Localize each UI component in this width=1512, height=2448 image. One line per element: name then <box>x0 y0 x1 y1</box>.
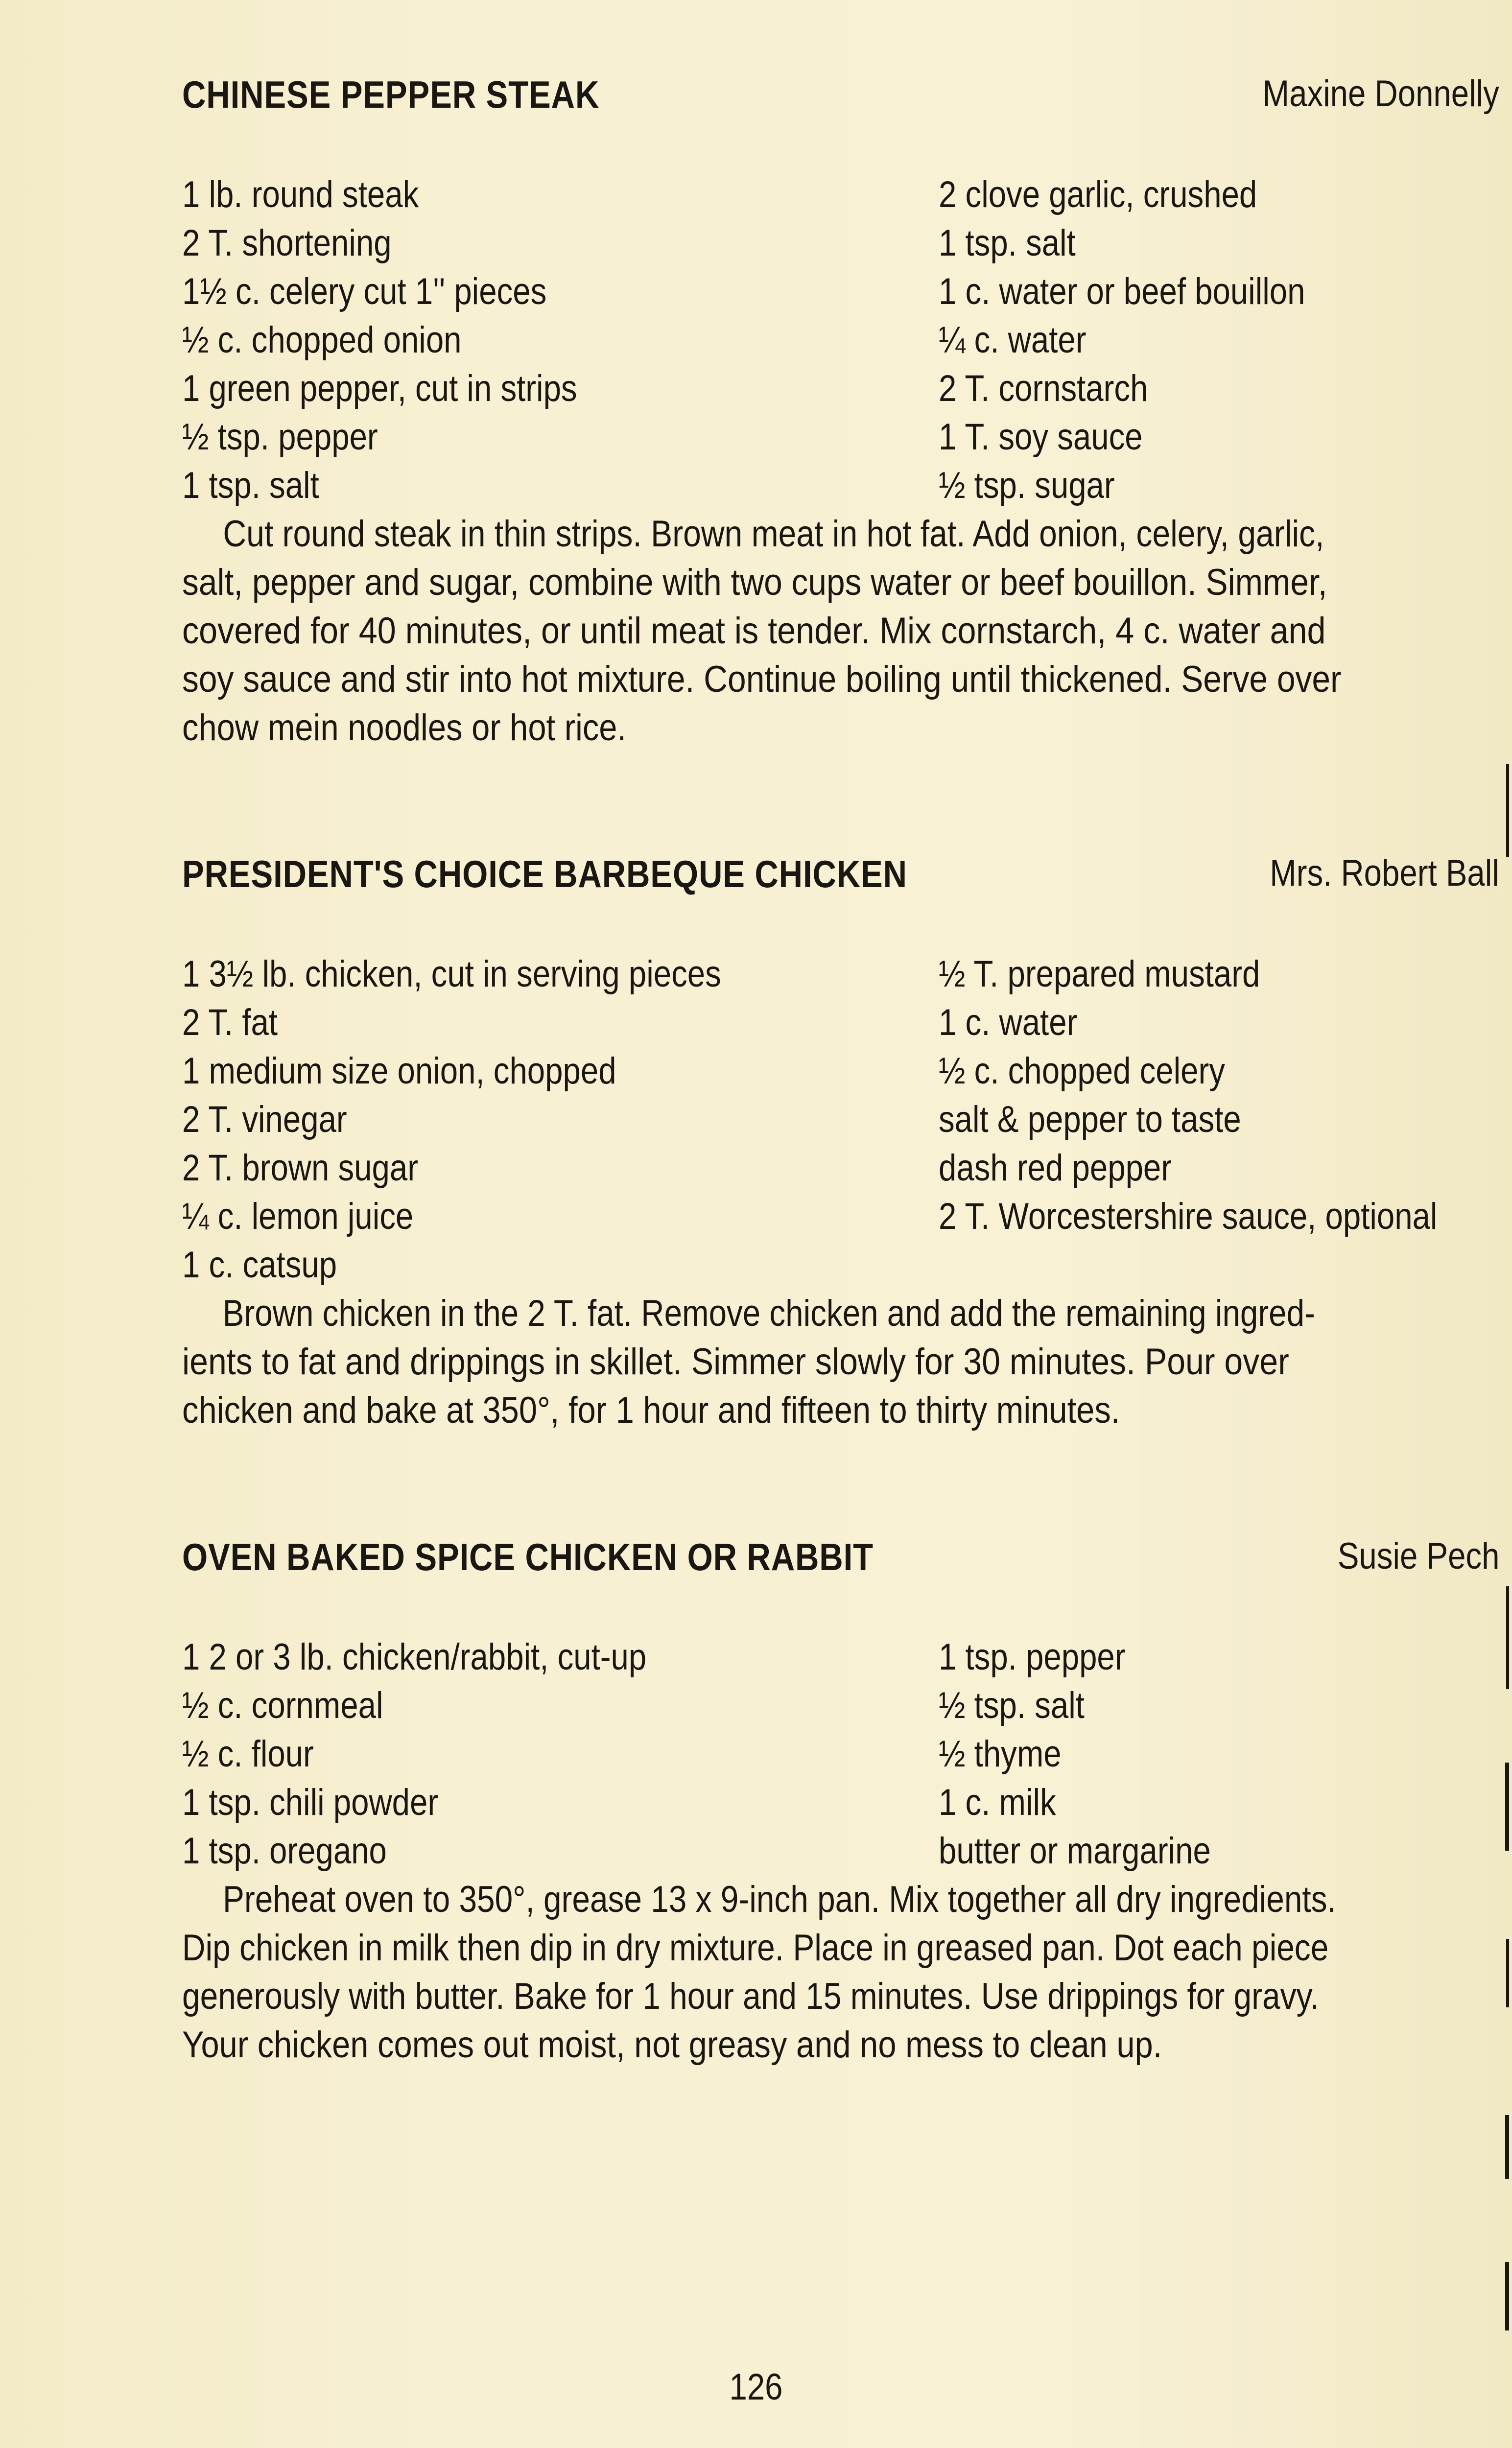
recipe-directions <box>182 1875 1499 2069</box>
directions-line: chow mein noodles or hot rice. <box>182 707 627 749</box>
ingredient: ½ c. chopped onion <box>182 319 462 361</box>
ingredient: 1 c. catsup <box>182 1244 337 1286</box>
ingredient: 1 tsp. pepper <box>939 1636 1126 1678</box>
ingredient: 2 T. fat <box>182 1002 278 1043</box>
recipe-title: OVEN BAKED SPICE CHICKEN OR RABBIT <box>182 1535 874 1578</box>
ingredient: ½ tsp. sugar <box>939 465 1115 506</box>
ingredient: ¼ c. lemon juice <box>182 1196 414 1237</box>
ingredient: 1 tsp. oregano <box>182 1830 387 1872</box>
ingredient: ½ tsp. pepper <box>182 416 378 458</box>
ingredient: 1 tsp. salt <box>939 222 1076 264</box>
ingredient: 2 T. shortening <box>182 222 392 264</box>
ingredient-column-left <box>182 1633 722 1875</box>
ingredient-list <box>182 170 1499 510</box>
recipe-author: Mrs. Robert Ball <box>1270 852 1499 894</box>
recipe-chinese-pepper-steak <box>182 72 1499 749</box>
recipe-directions <box>182 1289 1499 1435</box>
ingredient-list <box>182 1633 1499 1875</box>
recipe-directions <box>182 510 1499 752</box>
scan-edge-mark <box>1506 1939 1509 2007</box>
directions-line: Cut round steak in thin strips. Brown meat in hot fat. Add onion, celery, garlic, <box>223 513 1324 555</box>
ingredient: 1 tsp. chili powder <box>182 1782 439 1823</box>
ingredient: 1 2 or 3 lb. chicken/rabbit, cut-up <box>182 1636 647 1678</box>
scan-edge-mark <box>1506 1586 1509 1689</box>
ingredient: butter or margarine <box>939 1830 1211 1872</box>
ingredient: 1 c. milk <box>939 1782 1056 1823</box>
ingredient: ½ c. chopped celery <box>939 1050 1225 1092</box>
ingredient: ¼ c. water <box>939 319 1087 361</box>
ingredient: 2 T. cornstarch <box>939 368 1148 409</box>
directions-line: Brown chicken in the 2 T. fat. Remove chicken and add the remaining ingred- <box>222 1293 1315 1334</box>
ingredient: 2 T. brown sugar <box>182 1147 419 1189</box>
recipe-author: Maxine Donnelly <box>1262 73 1499 115</box>
ingredient-column-left <box>182 170 641 510</box>
ingredient-column-right <box>939 170 1365 510</box>
recipe-header <box>182 852 1499 906</box>
ingredient: 1 tsp. salt <box>182 465 319 506</box>
recipe-presidents-choice-barbeque-chicken <box>182 852 1499 1431</box>
ingredient: dash red pepper <box>939 1147 1172 1189</box>
recipe-oven-baked-spice-chicken-or-rabbit <box>182 1535 1499 2066</box>
ingredient-list <box>182 950 1499 1289</box>
ingredient: ½ c. cornmeal <box>182 1685 383 1726</box>
recipe-author: Susie Pech <box>1337 1535 1499 1577</box>
ingredient: 1½ c. celery cut 1'' pieces <box>182 271 547 312</box>
directions-line: generously with butter. Bake for 1 hour and 15 minutes. Use drippings for gravy. <box>182 1976 1319 2017</box>
scan-edge-mark <box>1505 1763 1509 1851</box>
ingredient-column-right <box>939 950 1512 1241</box>
ingredient: salt & pepper to taste <box>939 1099 1241 1140</box>
recipe-title: PRESIDENT'S CHOICE BARBEQUE CHICKEN <box>182 852 907 895</box>
ingredient-column-right <box>939 1633 1255 1875</box>
ingredient: 1 c. water <box>939 1002 1078 1043</box>
ingredient: 1 green pepper, cut in strips <box>182 368 577 409</box>
directions-line: Dip chicken in milk then dip in dry mixture. Place in greased pan. Dot each piece <box>182 1927 1329 1969</box>
ingredient-column-left <box>182 950 809 1289</box>
ingredient: ½ tsp. salt <box>939 1685 1085 1726</box>
ingredient: 1 medium size onion, chopped <box>182 1050 616 1092</box>
ingredient: 2 T. Worcestershire sauce, optional <box>939 1196 1438 1237</box>
ingredient: ½ c. flour <box>182 1733 314 1775</box>
recipe-header <box>182 72 1499 126</box>
ingredient: 2 T. vinegar <box>182 1099 347 1140</box>
scan-edge-mark <box>1505 2262 1509 2330</box>
ingredient: ½ T. prepared mustard <box>939 953 1260 995</box>
directions-line: salt, pepper and sugar, combine with two cups water or beef bouillon. Simmer, <box>182 562 1327 603</box>
recipe-header <box>182 1535 1499 1589</box>
directions-line: Your chicken comes out moist, not greasy and no mess to clean up. <box>182 2024 1162 2066</box>
directions-line: Preheat oven to 350°, grease 13 x 9-inch pan. Mix together all dry ingredients. <box>223 1879 1336 1920</box>
directions-line: covered for 40 minutes, or until meat is tender. Mix cornstarch, 4 c. water and <box>182 610 1326 652</box>
ingredient: 1 lb. round steak <box>182 174 419 215</box>
recipe-title: CHINESE PEPPER STEAK <box>182 73 600 116</box>
ingredient: 1 c. water or beef bouillon <box>939 271 1305 312</box>
scan-edge-mark <box>1506 764 1509 857</box>
ingredient: 1 3½ lb. chicken, cut in serving pieces <box>182 953 721 995</box>
ingredient: 1 T. soy sauce <box>939 416 1143 458</box>
ingredient: 2 clove garlic, crushed <box>939 174 1257 215</box>
directions-line: soy sauce and stir into hot mixture. Continue boiling until thickened. Serve over <box>182 659 1342 700</box>
scan-edge-mark <box>1505 2115 1509 2179</box>
directions-line: chicken and bake at 350°, for 1 hour and fifteen to thirty minutes. <box>182 1389 1120 1431</box>
directions-line: ients to fat and drippings in skillet. Simmer slowly for 30 minutes. Pour over <box>182 1341 1289 1383</box>
ingredient: ½ thyme <box>939 1733 1062 1775</box>
page-number: 126 <box>729 2366 783 2408</box>
